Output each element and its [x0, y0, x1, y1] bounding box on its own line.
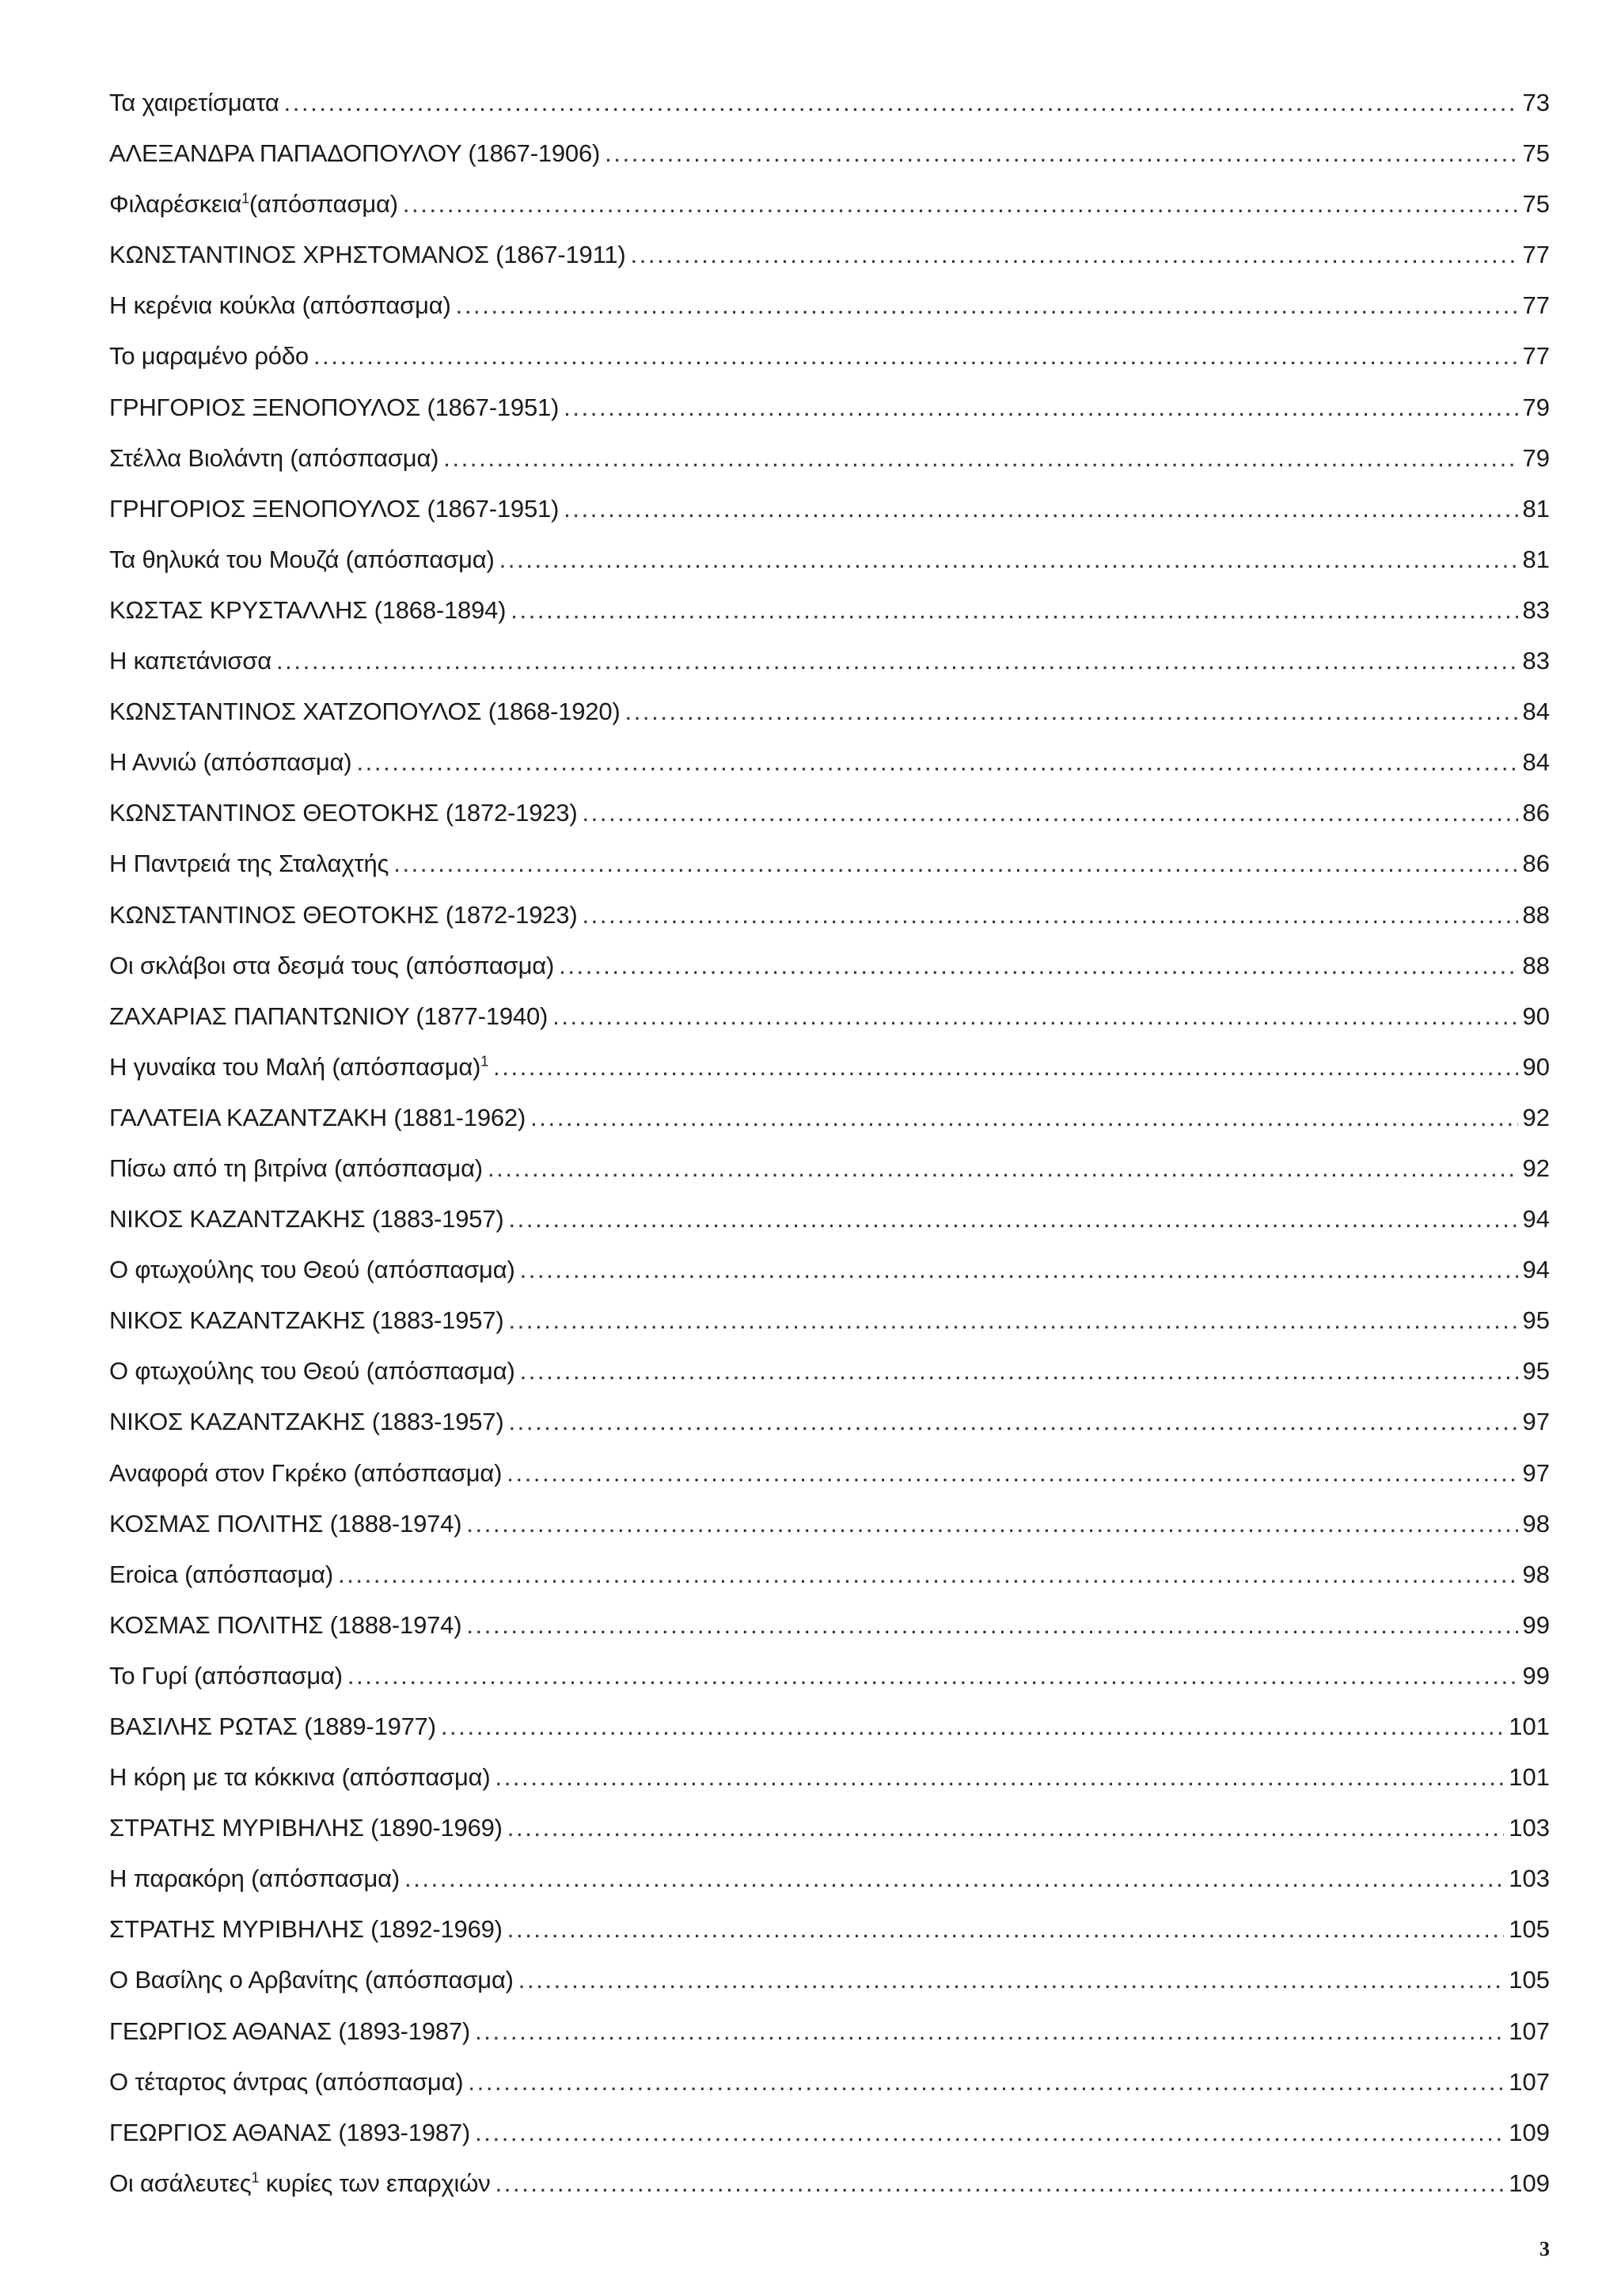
toc-entry-title-text: Το μαραμένο ρόδο	[109, 342, 309, 371]
toc-entry-title	[109, 1346, 515, 1397]
toc-entry-page: 109	[1509, 2118, 1550, 2146]
toc-entry[interactable]	[109, 941, 1550, 991]
dot-leader	[530, 1093, 1517, 1143]
toc-entry-title	[109, 331, 309, 382]
toc-entry-title-text: Ο φτωχούλης του Θεού (απόσπασμα)	[109, 1357, 515, 1386]
dot-leader	[466, 1600, 1517, 1651]
toc-entry[interactable]	[109, 230, 1550, 280]
dot-leader	[443, 433, 1517, 484]
toc-entry-page: 107	[1509, 2017, 1550, 2045]
toc-entry-title	[109, 179, 398, 230]
toc-entry-page: 101	[1509, 1763, 1550, 1792]
toc-entry-title	[109, 838, 389, 889]
toc-entry-title-text: ΓΕΩΡΓΙΟΣ ΑΘΑΝΑΣ (1893-1987)	[109, 2017, 471, 2045]
toc-entry-title	[109, 128, 600, 179]
dot-leader	[356, 737, 1517, 788]
toc-entry-page: 86	[1522, 850, 1550, 878]
dot-leader	[475, 2108, 1504, 2158]
toc-entry-title-text: Το Γυρί (απόσπασμα)	[109, 1661, 343, 1690]
toc-entry-title	[109, 230, 626, 280]
dot-leader	[552, 991, 1517, 1042]
toc-entry-title-text: ΚΩΝΣΤΑΝΤΙΝΟΣ ΘΕΟΤΟΚΗΣ (1872-1923)	[109, 799, 578, 827]
toc-entry[interactable]	[109, 179, 1550, 230]
toc-entry[interactable]	[109, 1346, 1550, 1397]
toc-entry-title	[109, 2108, 470, 2158]
toc-entry[interactable]	[109, 382, 1550, 433]
toc-entry-title	[109, 941, 554, 991]
toc-entry-title	[109, 1093, 526, 1143]
toc-entry[interactable]	[109, 2108, 1550, 2158]
toc-entry-title-text: ΚΩΝΣΤΑΝΤΙΝΟΣ ΧΑΤΖΟΠΟΥΛΟΣ (1868-1920)	[109, 698, 621, 726]
table-of-contents	[109, 78, 1550, 2209]
toc-entry-title-text: Η Αννιώ (απόσπασμα)	[109, 748, 352, 777]
dot-leader	[507, 1803, 1504, 1853]
toc-entry[interactable]	[109, 585, 1550, 636]
toc-entry-title	[109, 2006, 470, 2057]
toc-entry-title-suffix: (απόσπασμα)	[249, 190, 398, 219]
toc-entry[interactable]	[109, 1701, 1550, 1752]
toc-entry[interactable]	[109, 331, 1550, 382]
toc-entry-page: 84	[1522, 698, 1550, 726]
toc-entry-page: 105	[1509, 1966, 1550, 1994]
toc-entry-title-text: Η Παντρειά της Σταλαχτής	[109, 850, 389, 878]
toc-entry-page: 77	[1522, 291, 1550, 320]
toc-entry-page: 88	[1522, 951, 1550, 979]
toc-entry-title-text: ΚΟΣΜΑΣ ΠΟΛΙΤΗΣ (1888-1974)	[109, 1509, 462, 1538]
toc-entry-page: 94	[1522, 1205, 1550, 1234]
toc-entry-page: 81	[1522, 545, 1550, 573]
dot-leader	[493, 1042, 1517, 1093]
toc-entry-title	[109, 1701, 436, 1752]
toc-entry-title-text: ΒΑΣΙΛΗΣ ΡΩΤΑΣ (1889-1977)	[109, 1712, 436, 1740]
toc-entry-title	[109, 1600, 461, 1651]
toc-entry-title	[109, 1803, 503, 1853]
toc-entry-title-text: Οι ασάλευτες	[109, 2169, 252, 2197]
toc-entry[interactable]	[109, 2158, 1550, 2209]
dot-leader	[466, 1499, 1517, 1549]
toc-entry-page: 83	[1522, 595, 1550, 624]
toc-entry-title-text: ΚΩΣΤΑΣ ΚΡΥΣΤΑΛΛΗΣ (1868-1894)	[109, 595, 507, 624]
toc-entry-title-text: ΝΙΚΟΣ ΚΑΖΑΝΤΖΑΚΗΣ (1883-1957)	[109, 1408, 504, 1436]
toc-entry-title-text: Οι σκλάβοι στα δεσμά τους (απόσπασμα)	[109, 951, 555, 979]
toc-entry[interactable]	[109, 1499, 1550, 1549]
dot-leader	[403, 179, 1518, 230]
toc-entry[interactable]	[109, 1245, 1550, 1295]
toc-entry-page: 99	[1522, 1610, 1550, 1639]
toc-entry[interactable]	[109, 686, 1550, 737]
footnote-marker: 1	[480, 1053, 489, 1070]
toc-entry[interactable]	[109, 1549, 1550, 1600]
toc-entry-title	[109, 737, 351, 788]
toc-entry-title-text: ΓΡΗΓΟΡΙΟΣ ΞΕΝΟΠΟΥΛΟΣ (1867-1951)	[109, 494, 560, 523]
toc-entry-title	[109, 1904, 503, 1955]
toc-entry-page: 83	[1522, 647, 1550, 675]
dot-leader	[511, 585, 1517, 636]
toc-entry-title	[109, 433, 438, 484]
toc-entry-page: 109	[1509, 2169, 1550, 2197]
toc-entry-title-text: Φιλαρέσκεια	[109, 190, 242, 219]
toc-entry[interactable]	[109, 1093, 1550, 1143]
toc-entry-title-text: ΝΙΚΟΣ ΚΑΖΑΝΤΖΑΚΗΣ (1883-1957)	[109, 1205, 504, 1234]
toc-entry-title-text: ΝΙΚΟΣ ΚΑΖΑΝΤΖΑΚΗΣ (1883-1957)	[109, 1306, 504, 1335]
toc-entry-title-text: ΚΩΝΣΤΑΝΤΙΝΟΣ ΧΡΗΣΤΟΜΑΝΟΣ (1867-1911)	[109, 241, 626, 269]
toc-entry-title	[109, 1042, 488, 1093]
toc-entry-title	[109, 1397, 503, 1447]
dot-leader	[495, 1752, 1505, 1803]
toc-entry-page: 90	[1522, 1002, 1550, 1030]
toc-entry-page: 103	[1509, 1814, 1550, 1842]
toc-entry-title	[109, 1448, 502, 1499]
dot-leader	[495, 2158, 1505, 2209]
toc-entry[interactable]	[109, 78, 1550, 128]
toc-entry-title-text: Στέλλα Βιολάντη (απόσπασμα)	[109, 443, 439, 472]
toc-entry-page: 105	[1509, 1915, 1550, 1944]
dot-leader	[507, 1448, 1517, 1499]
toc-entry-page: 95	[1522, 1306, 1550, 1335]
toc-entry-title	[109, 1651, 343, 1701]
dot-leader	[559, 941, 1517, 991]
dot-leader	[393, 838, 1517, 889]
toc-entry-page: 75	[1522, 139, 1550, 168]
toc-entry-title-text: Η γυναίκα του Μαλή (απόσπασμα)	[109, 1052, 481, 1081]
toc-entry-title	[109, 1245, 515, 1295]
toc-entry[interactable]	[109, 534, 1550, 585]
toc-entry-page: 84	[1522, 748, 1550, 777]
toc-entry-title	[109, 484, 559, 534]
toc-entry-page: 94	[1522, 1256, 1550, 1284]
toc-entry-page: 97	[1522, 1408, 1550, 1436]
dot-leader	[276, 636, 1518, 686]
toc-entry[interactable]	[109, 838, 1550, 889]
dot-leader	[284, 78, 1518, 128]
toc-entry-title-text: ΓΡΗΓΟΡΙΟΣ ΞΕΝΟΠΟΥΛΟΣ (1867-1951)	[109, 393, 560, 421]
dot-leader	[518, 1955, 1504, 2005]
toc-entry-title-text: Η καπετάνισσα	[109, 647, 271, 675]
footnote-marker: 1	[241, 190, 249, 207]
toc-entry-page: 90	[1522, 1052, 1550, 1081]
toc-entry[interactable]	[109, 2057, 1550, 2108]
toc-entry-title-text: ΓΕΩΡΓΙΟΣ ΑΘΑΝΑΣ (1893-1987)	[109, 2118, 471, 2146]
toc-entry-page: 107	[1509, 2067, 1550, 2096]
toc-entry-page: 86	[1522, 799, 1550, 827]
dot-leader	[508, 1295, 1517, 1346]
toc-entry[interactable]	[109, 1397, 1550, 1447]
toc-entry-page: 97	[1522, 1458, 1550, 1487]
toc-entry-title	[109, 2158, 491, 2209]
toc-entry-title-text: ΣΤΡΑΤΗΣ ΜΥΡΙΒΗΛΗΣ (1890-1969)	[109, 1814, 503, 1842]
toc-entry[interactable]	[109, 484, 1550, 534]
toc-entry[interactable]	[109, 1194, 1550, 1245]
toc-entry-title-text: Τα χαιρετίσματα	[109, 89, 279, 116]
dot-leader	[468, 2057, 1504, 2108]
dot-leader	[508, 1397, 1517, 1447]
toc-entry-title-text: ΖΑΧΑΡΙΑΣ ΠΑΠΑΝΤΩΝΙΟΥ (1877-1940)	[109, 1002, 549, 1030]
toc-entry-title	[109, 1143, 483, 1194]
toc-entry-title-text: Ο φτωχούλης του Θεού (απόσπασμα)	[109, 1256, 515, 1284]
toc-entry-title	[109, 382, 559, 433]
toc-entry[interactable]	[109, 433, 1550, 484]
toc-entry[interactable]	[109, 737, 1550, 788]
toc-entry-page: 79	[1522, 393, 1550, 421]
toc-entry-title	[109, 788, 577, 838]
dot-leader	[564, 382, 1517, 433]
dot-leader	[605, 128, 1517, 179]
toc-entry-title-text: Ο τέταρτος άντρας (απόσπασμα)	[109, 2067, 464, 2096]
toc-entry-title-text: Eroica (απόσπασμα)	[109, 1560, 333, 1588]
toc-entry[interactable]	[109, 1955, 1550, 2005]
dot-leader	[456, 280, 1518, 331]
toc-entry[interactable]	[109, 1143, 1550, 1194]
toc-entry[interactable]	[109, 1803, 1550, 1853]
toc-entry-page: 79	[1522, 443, 1550, 472]
toc-entry[interactable]	[109, 1853, 1550, 1904]
toc-entry-title-text: Η κόρη με τα κόκκινα (απόσπασμα)	[109, 1763, 491, 1792]
toc-entry-title-text: Αναφορά στον Γκρέκο (απόσπασμα)	[109, 1458, 503, 1487]
dot-leader	[507, 1904, 1504, 1955]
dot-leader	[564, 484, 1517, 534]
toc-entry-title	[109, 1295, 503, 1346]
dot-leader	[520, 1245, 1518, 1295]
toc-entry-title-text: Πίσω από τη βιτρίνα (απόσπασμα)	[109, 1154, 483, 1182]
toc-entry[interactable]	[109, 636, 1550, 686]
toc-entry[interactable]	[109, 1752, 1550, 1803]
dot-leader	[338, 1549, 1518, 1600]
dot-leader	[347, 1651, 1518, 1701]
toc-entry[interactable]	[109, 890, 1550, 941]
dot-leader	[582, 788, 1517, 838]
toc-entry-page: 98	[1522, 1560, 1550, 1588]
toc-entry-title-text: ΚΩΝΣΤΑΝΤΙΝΟΣ ΘΕΟΤΟΚΗΣ (1872-1923)	[109, 900, 578, 929]
dot-leader	[488, 1143, 1518, 1194]
toc-entry[interactable]	[109, 2006, 1550, 2057]
toc-entry-title-text: Ο Βασίλης ο Αρβανίτης (απόσπασμα)	[109, 1966, 514, 1994]
toc-entry-title	[109, 991, 548, 1042]
toc-entry[interactable]	[109, 991, 1550, 1042]
toc-entry-title	[109, 1549, 333, 1600]
dot-leader	[441, 1701, 1504, 1752]
toc-entry[interactable]	[109, 1651, 1550, 1701]
toc-entry-page: 92	[1522, 1103, 1550, 1131]
footnote-marker: 1	[251, 2169, 260, 2186]
toc-entry-page: 77	[1522, 241, 1550, 269]
dot-leader	[520, 1346, 1518, 1397]
toc-entry[interactable]	[109, 1042, 1550, 1093]
toc-entry-title-text: ΓΑΛΑΤΕΙΑ ΚΑΖΑΝΤΖΑΚΗ (1881-1962)	[109, 1103, 526, 1131]
toc-entry-page: 95	[1522, 1357, 1550, 1386]
toc-entry-page: 92	[1522, 1154, 1550, 1182]
toc-entry-page: 73	[1522, 89, 1550, 116]
toc-entry-title	[109, 1194, 503, 1245]
toc-entry-title	[109, 280, 451, 331]
toc-entry-page: 77	[1522, 342, 1550, 371]
toc-entry-page: 99	[1522, 1661, 1550, 1690]
toc-entry-title-text: Τα θηλυκά του Μουζά (απόσπασμα)	[109, 545, 495, 573]
dot-leader	[508, 1194, 1517, 1245]
dot-leader	[582, 890, 1517, 941]
toc-entry-page: 103	[1509, 1865, 1550, 1893]
toc-entry-title	[109, 1499, 461, 1549]
toc-entry-title	[109, 2057, 463, 2108]
toc-entry-title-text: ΚΟΣΜΑΣ ΠΟΛΙΤΗΣ (1888-1974)	[109, 1610, 462, 1639]
toc-entry[interactable]	[109, 1295, 1550, 1346]
dot-leader	[499, 534, 1518, 585]
toc-entry-title-text: ΣΤΡΑΤΗΣ ΜΥΡΙΒΗΛΗΣ (1892-1969)	[109, 1915, 503, 1944]
toc-entry-title	[109, 636, 271, 686]
toc-entry-title	[109, 534, 495, 585]
dot-leader	[404, 1853, 1504, 1904]
toc-entry-title-text: Η κερένια κούκλα (απόσπασμα)	[109, 291, 451, 320]
dot-leader	[624, 686, 1517, 737]
toc-entry-title	[109, 1752, 491, 1803]
toc-entry[interactable]	[109, 788, 1550, 838]
toc-entry-title-suffix: κυρίες των επαρχιών	[259, 2169, 491, 2197]
toc-entry[interactable]	[109, 1448, 1550, 1499]
toc-entry-page: 98	[1522, 1509, 1550, 1538]
toc-entry-page: 81	[1522, 494, 1550, 523]
toc-entry-title-text: Η παρακόρη (απόσπασμα)	[109, 1865, 400, 1893]
toc-entry-page: 101	[1509, 1712, 1550, 1740]
toc-entry-title	[109, 78, 279, 128]
dot-leader	[313, 331, 1518, 382]
toc-entry-title	[109, 890, 577, 941]
toc-entry-page: 75	[1522, 190, 1550, 219]
toc-entry[interactable]	[109, 128, 1550, 179]
toc-entry-title	[109, 585, 506, 636]
toc-entry-title	[109, 686, 620, 737]
toc-entry-title-text: ΑΛΕΞΑΝΔΡΑ ΠΑΠΑΔΟΠΟΥΛΟΥ (1867-1906)	[109, 139, 601, 168]
toc-entry[interactable]	[109, 1904, 1550, 1955]
dot-leader	[631, 230, 1518, 280]
page-number: 3	[1539, 2237, 1550, 2260]
toc-entry[interactable]	[109, 1600, 1550, 1651]
dot-leader	[475, 2006, 1504, 2057]
toc-entry-title	[109, 1955, 514, 2005]
toc-entry[interactable]	[109, 280, 1550, 331]
toc-entry-page: 88	[1522, 900, 1550, 929]
toc-entry-title	[109, 1853, 400, 1904]
